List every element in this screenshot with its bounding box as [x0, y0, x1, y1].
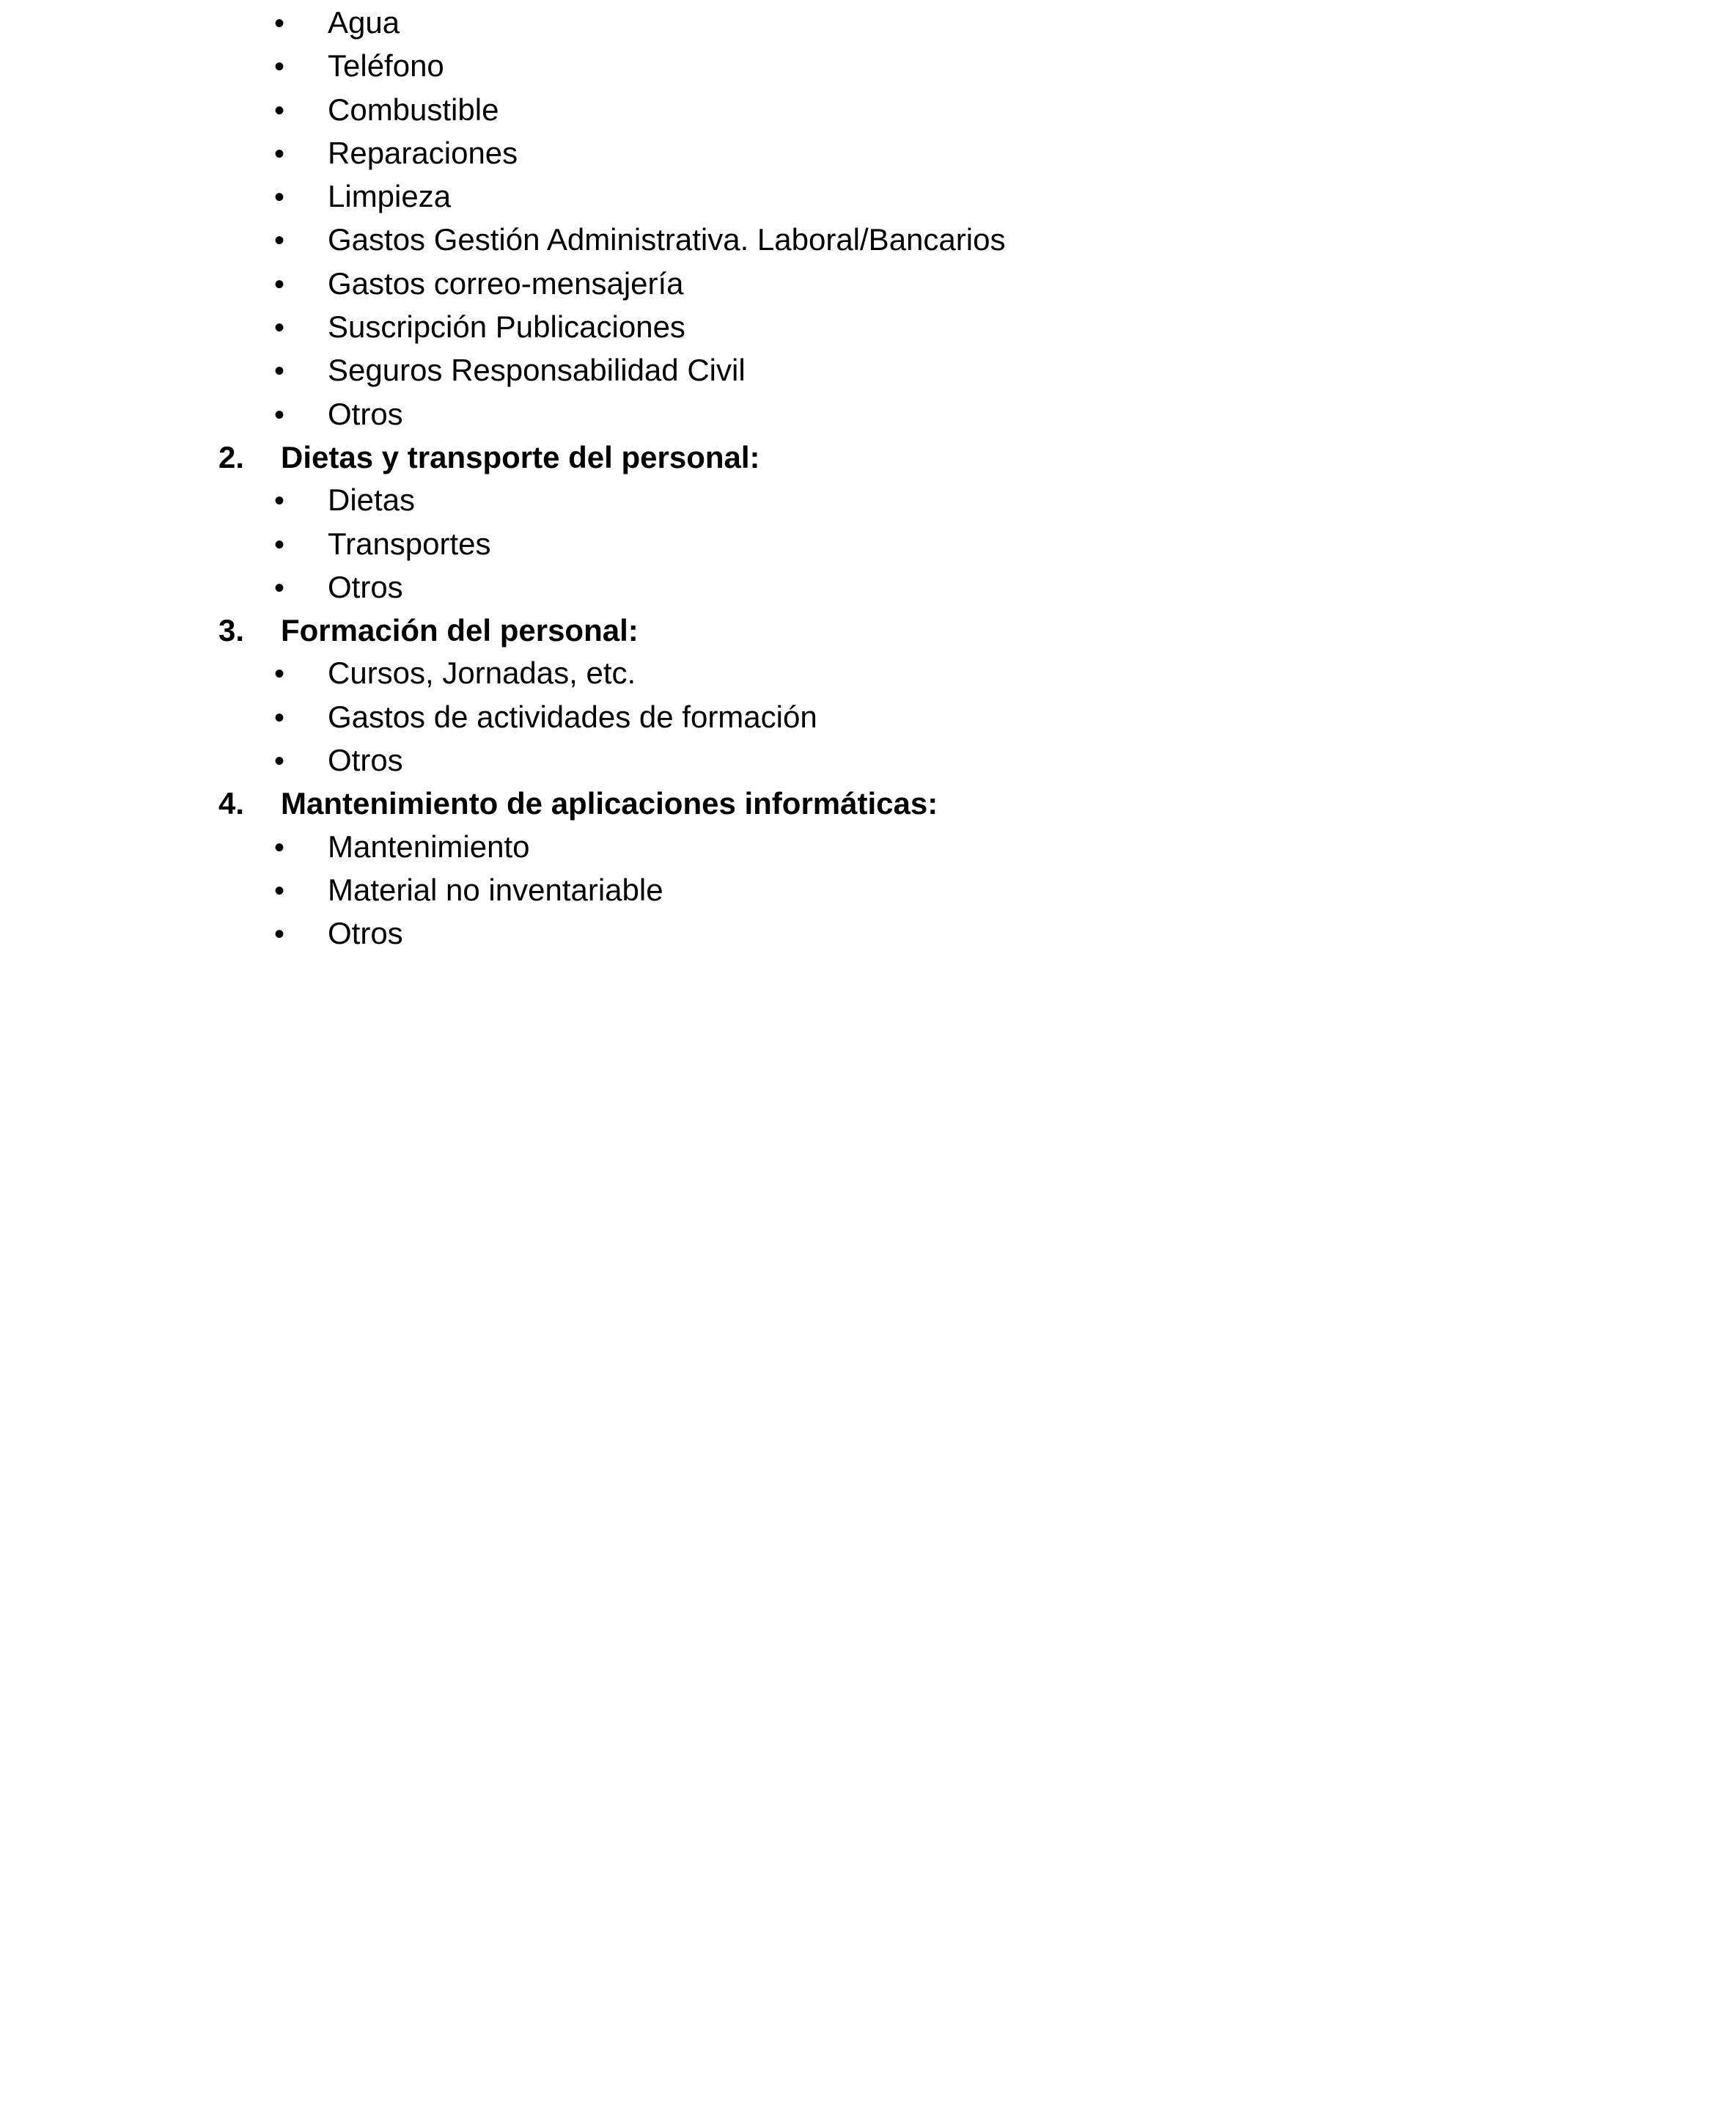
bullet-item-label: Otros	[328, 916, 403, 951]
bullet-item	[0, 912, 1736, 955]
bullet-icon: •	[274, 312, 285, 345]
bullet-item-label: Transportes	[328, 526, 491, 561]
bullet-item-label: Gastos Gestión Administrativa. Laboral/Bancarios	[328, 222, 1006, 257]
bullet-item	[0, 219, 1736, 262]
heading-title: Dietas y transporte del personal:	[281, 439, 760, 474]
bullet-item	[0, 826, 1736, 869]
bullet-icon: •	[274, 51, 285, 84]
bullet-icon: •	[274, 94, 285, 127]
bullet-item	[0, 175, 1736, 219]
bullet-icon: •	[274, 528, 285, 561]
bullet-item	[0, 479, 1736, 522]
numbered-heading	[0, 436, 1736, 479]
bullet-icon: •	[274, 137, 285, 170]
bullet-item-label: Combustible	[328, 92, 499, 127]
bullet-icon: •	[274, 7, 285, 40]
bullet-item	[0, 523, 1736, 566]
bullet-item-label: Reparaciones	[328, 135, 518, 170]
bullet-icon: •	[274, 658, 285, 691]
bullet-item-label: Seguros Responsabilidad Civil	[328, 353, 746, 388]
bullet-icon: •	[274, 831, 285, 864]
bullet-item-label: Agua	[328, 5, 400, 40]
bullet-icon: •	[274, 355, 285, 388]
bullet-item	[0, 263, 1736, 306]
heading-number: 4.	[218, 786, 245, 821]
bullet-item	[0, 349, 1736, 392]
bullet-item-label: Otros	[328, 569, 403, 604]
bullet-item	[0, 89, 1736, 132]
bullet-item-label: Otros	[328, 743, 403, 778]
bullet-icon: •	[274, 485, 285, 518]
bullet-item-label: Material no inventariable	[328, 872, 663, 907]
heading-number: 2.	[218, 439, 245, 474]
bullet-item-label: Mantenimiento	[328, 829, 530, 864]
bullet-icon: •	[274, 571, 285, 604]
document-content	[0, 0, 1736, 956]
bullet-icon: •	[274, 181, 285, 214]
bullet-item	[0, 45, 1736, 88]
bullet-item-label: Cursos, Jornadas, etc.	[328, 656, 636, 691]
bullet-item-label: Otros	[328, 396, 403, 431]
bullet-item	[0, 869, 1736, 912]
bullet-item-label: Limpieza	[328, 179, 452, 214]
bullet-icon: •	[274, 224, 285, 257]
numbered-heading	[0, 609, 1736, 652]
bullet-item-label: Gastos correo-mensajería	[328, 265, 684, 301]
bullet-icon: •	[274, 701, 285, 734]
heading-number: 3.	[218, 613, 245, 648]
heading-title: Mantenimiento de aplicaciones informáticas:	[281, 786, 938, 821]
bullet-item	[0, 132, 1736, 175]
bullet-item	[0, 1, 1736, 45]
bullet-item	[0, 393, 1736, 436]
bullet-icon: •	[274, 398, 285, 431]
heading-title: Formación del personal:	[281, 613, 639, 648]
numbered-heading	[0, 782, 1736, 825]
bullet-item	[0, 306, 1736, 349]
bullet-item-label: Suscripción Publicaciones	[328, 309, 685, 345]
bullet-item-label: Dietas	[328, 483, 416, 518]
bullet-item-label: Teléfono	[328, 48, 444, 84]
bullet-item	[0, 566, 1736, 609]
bullet-item	[0, 652, 1736, 695]
bullet-icon: •	[274, 918, 285, 951]
bullet-icon: •	[274, 268, 285, 301]
bullet-item-label: Gastos de actividades de formación	[328, 699, 817, 734]
bullet-icon: •	[274, 874, 285, 907]
bullet-item	[0, 739, 1736, 782]
bullet-item	[0, 696, 1736, 739]
bullet-icon: •	[274, 745, 285, 778]
